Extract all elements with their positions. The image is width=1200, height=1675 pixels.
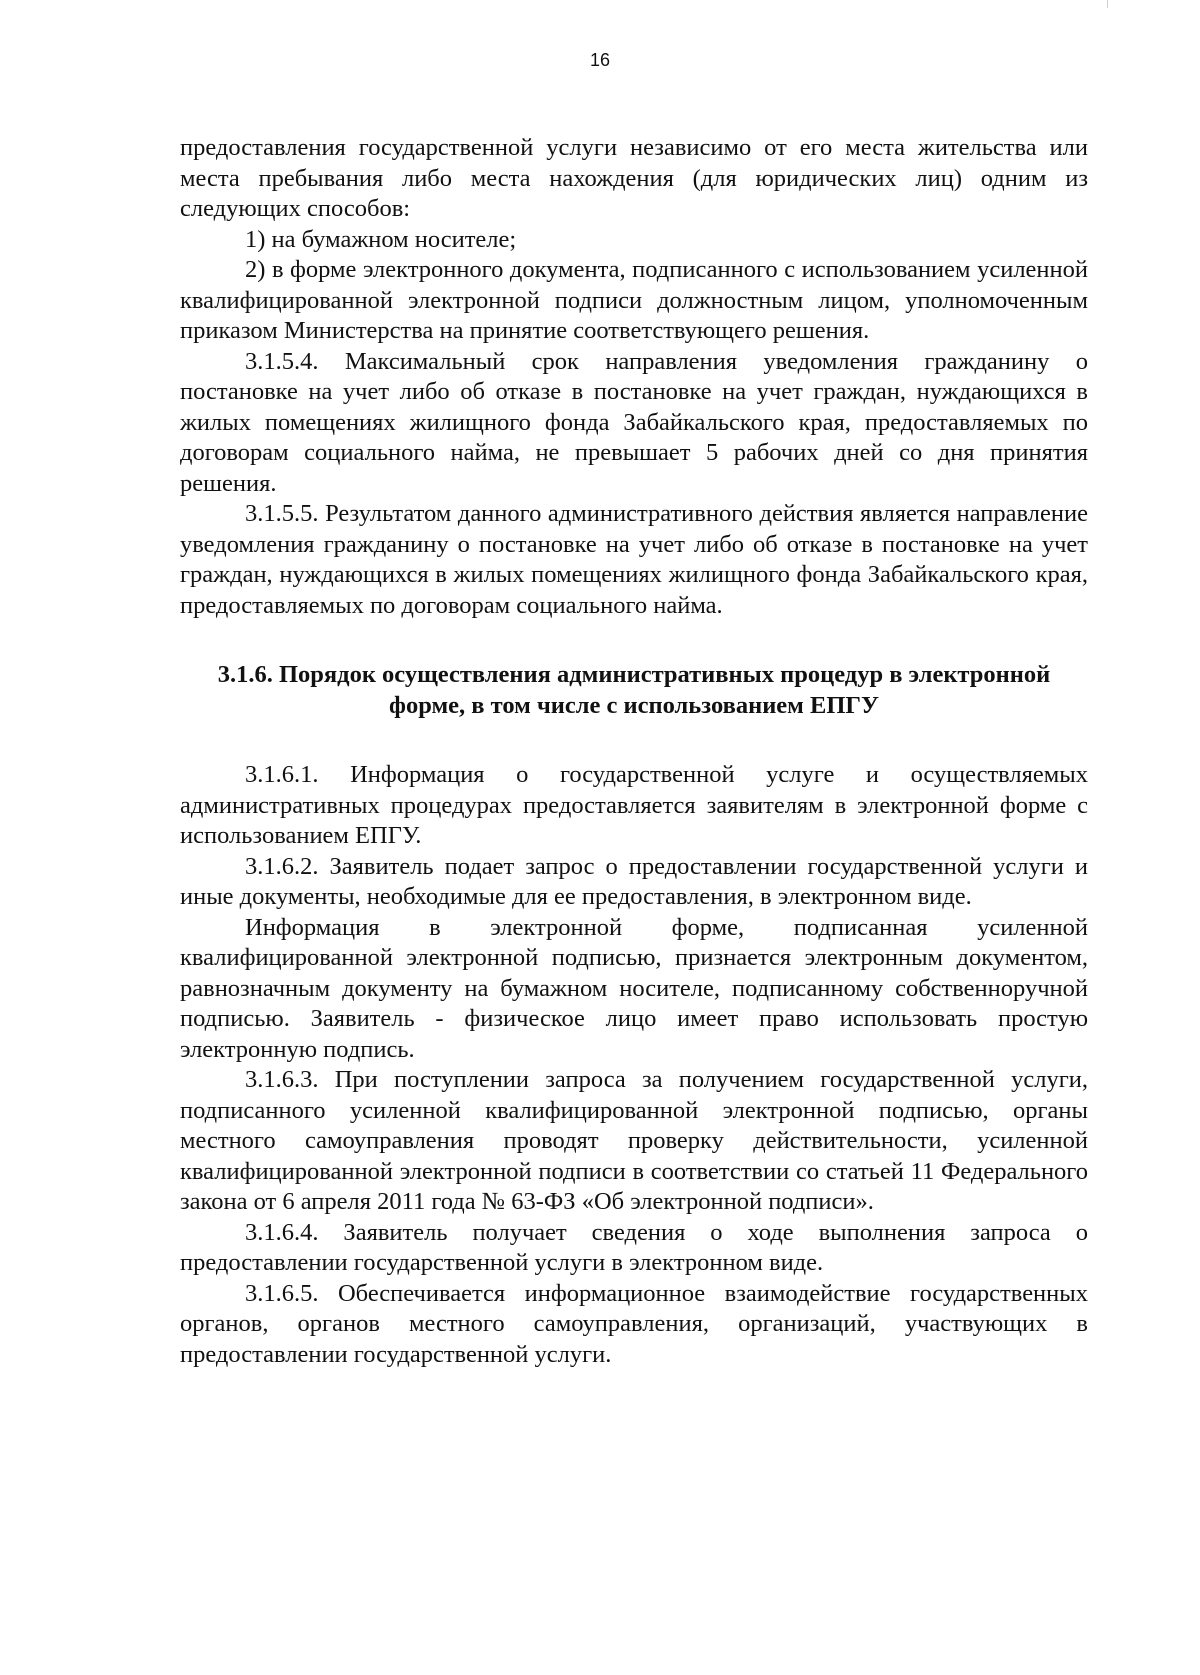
paragraph-3-1-5-4: 3.1.5.4. Максимальный срок направления уведомления гражданину о постановке на учет либо об отказе в постановке на учет граждан, нуждающихся в жилых помещениях жилищного фонда Забайкальского края, предоставляемых по договорам социального найма, не превышает 5 рабочих дней со дня принятия решения. — [180, 347, 1088, 497]
paragraph-3-1-6-4: 3.1.6.4. Заявитель получает сведения о ходе выполнения запроса о предоставлении государственной услуги в электронном виде. — [180, 1218, 1088, 1276]
paragraph-3-1-6-2: 3.1.6.2. Заявитель подает запрос о предоставлении государственной услуги и иные документы, необходимые для ее предоставления, в электронном виде. — [180, 852, 1088, 910]
document-body — [180, 133, 1088, 1370]
page-number: 16 — [589, 50, 611, 70]
paragraph-continuation: предоставления государственной услуги независимо от его места жительства или места пребывания либо места нахождения (для юридических лиц) одним из следующих способов: — [180, 134, 1088, 222]
scan-mark — [1107, 0, 1108, 8]
paragraph-information: Информация в электронной форме, подписанная усиленной квалифицированной электронной подписью, признается электронным документом, равнозначным документу на бумажном носителе, подписанному собственноручной подписью. Заявитель - физическое лицо имеет право использовать простую электронную подпись. — [180, 913, 1088, 1063]
section-heading-3-1-6: 3.1.6. Порядок осуществления административных процедур в электронной форме, в том числе с использованием ЕПГУ — [217, 661, 1051, 719]
paragraph-3-1-6-1: 3.1.6.1. Информация о государственной услуге и осуществляемых административных процедурах предоставляется заявителям в электронной форме с использованием ЕПГУ. — [180, 761, 1088, 849]
paragraph-3-1-5-5: 3.1.5.5. Результатом данного административного действия является направление уведомления гражданину о постановке на учет либо об отказе в постановке на учет граждан, нуждающихся в жилых помещениях жилищного фонда Забайкальского края, предоставляемых по договорам социального найма. — [180, 500, 1088, 619]
paragraph-3-1-6-3: 3.1.6.3. При поступлении запроса за получением государственной услуги, подписанного усиленной квалифицированной электронной подписью, органы местного самоуправления проводят проверку действительности, усиленной квалифицированной электронной подписи в соответствии со статьей 11 Федерального закона от 6 апреля 2011 года № 63-ФЗ «Об электронной подписи». — [180, 1066, 1088, 1215]
paragraph-item-2: 2) в форме электронного документа, подписанного с использованием усиленной квалифицированной электронной подписи должностным лицом, уполномоченным приказом Министерства на принятие соответствующего решения. — [180, 256, 1088, 344]
paragraph-3-1-6-5: 3.1.6.5. Обеспечивается информационное взаимодействие государственных органов, органов местного самоуправления, организаций, участвующих в предоставлении государственной услуги. — [180, 1279, 1088, 1368]
paragraph-item-1: 1) на бумажном носителе; — [245, 225, 517, 253]
